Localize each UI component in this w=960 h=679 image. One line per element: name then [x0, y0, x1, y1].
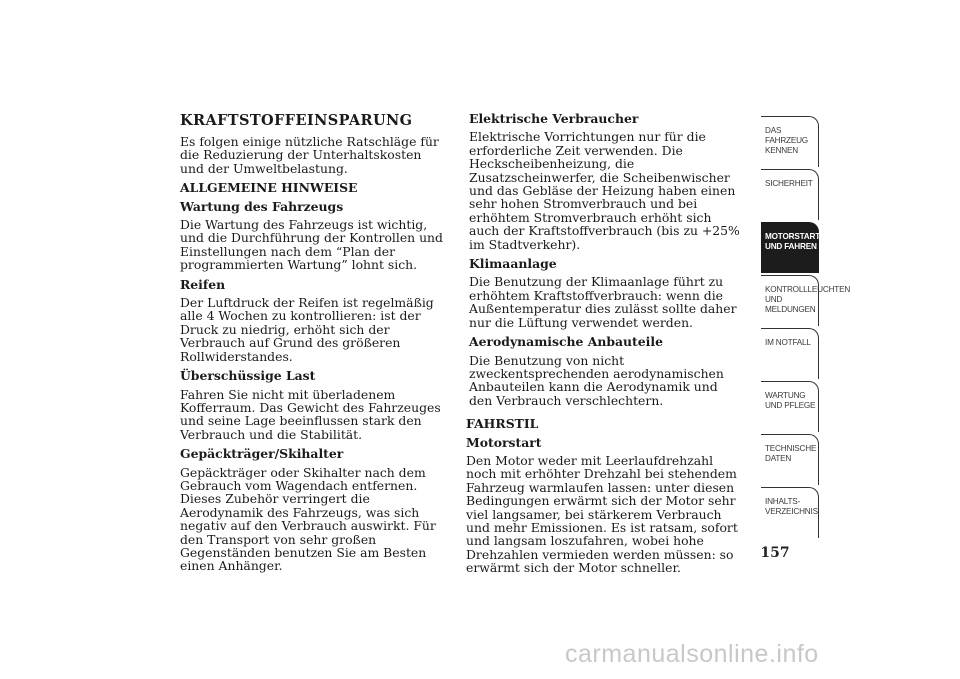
tab-im-notfall[interactable]: IM NOTFALL — [761, 328, 819, 379]
tab-wartung-und-pflege[interactable]: WARTUNG UND PFLEGE — [761, 381, 819, 432]
page-number: 157 — [760, 545, 790, 561]
right-column — [466, 112, 741, 581]
subheading-reifen: Reifen — [180, 276, 226, 292]
tab-inhaltsverzeichnis[interactable]: INHALTS-VERZEICHNIS — [761, 487, 819, 538]
tab-das-fahrzeug-kennen[interactable]: DAS FAHRZEUG KENNEN — [761, 116, 819, 167]
watermark: carmanualsonline.info — [565, 640, 819, 668]
general-heading: ALLGEMEINE HINWEISE — [180, 180, 358, 196]
tab-technische-daten[interactable]: TECHNISCHE DATEN — [761, 434, 819, 485]
subheading-elektrisch: Elektrische Verbraucher — [469, 111, 639, 126]
paragraph-reifen: Der Luftdruck der Reifen ist regelmäßig alle 4 Wochen zu kontrollieren: ist der Druck zu niedrig, erhöht sich der Verbrauch auf Grund des größeren Rollwiderstandes. — [180, 295, 434, 364]
subheading-last: Überschüssige Last — [180, 368, 316, 384]
subheading-aerodynamik: Aerodynamische Anbauteile — [469, 334, 663, 350]
paragraph-last: Fahren Sie nicht mit überladenem Kofferraum. Das Gewicht des Fahrzeuges und seine Lage beeinflussen stark den Verbrauch und die Stabilität. — [180, 386, 441, 442]
paragraph-wartung: Die Wartung des Fahrzeugs ist wichtig, und die Durchführung der Kontrollen und Einstellungen nach dem “Plan der programmierten Wartung” lohnt sich. — [180, 217, 443, 273]
subheading-klimaanlage: Klimaanlage — [469, 256, 557, 272]
section-title: KRAFTSTOFFEINSPARUNG — [180, 112, 413, 129]
left-column — [180, 112, 448, 579]
intro-text: Es folgen einige nützliche Ratschläge für die Reduzierung der Unterhaltskosten und der Umweltbelastung. — [180, 134, 439, 176]
chapter-sidebar — [761, 116, 851, 540]
tab-sicherheit[interactable]: SICHERHEIT — [761, 169, 819, 220]
paragraph-klimaanlage: Die Benutzung der Klimaanlage führt zu erhöhtem Kraftstoffverbrauch: wenn die Außentemperatur dies zulässt sollte daher nur die Lüftung verwendet werden. — [469, 274, 737, 330]
tab-kontrollleuchten[interactable]: KONTROLLLEUCHTEN UND MELDUNGEN — [761, 275, 819, 326]
subheading-wartung: Wartung des Fahrzeugs — [180, 198, 344, 214]
paragraph-gepaecktraeger: Gepäckträger oder Skihalter nach dem Gebrauch vom Wagendach entfernen. Dieses Zubehör verringert die Aerodynamik des Fahrzeugs, was sich negativ auf den Verbrauch auswirkt. Für den Transport von sehr großen Gegenständen benutzen Sie am Besten einen Anhänger. — [180, 464, 436, 574]
subheading-gepaecktraeger: Gepäckträger/Skihalter — [180, 446, 344, 462]
tab-motorstart-und-fahren[interactable]: MOTORSTART UND FAHREN — [761, 222, 819, 273]
fahrstil-heading: FAHRSTIL — [466, 416, 539, 432]
subheading-motorstart: Motorstart — [466, 434, 542, 450]
paragraph-elektrisch: Elektrische Vorrichtungen nur für die erforderliche Zeit verwenden. Die Heckscheibenheizung, die Zusatzscheinwerfer, die Scheibenwischer und das Gebläse der Heizung haben einen sehr hohen Stromverbrauch und bei erhöhtem Stromverbrauch erhöht sich auch der Kraftstoffverbrauch (bis zu +25% im Stadtverkehr). — [469, 129, 740, 252]
paragraph-aerodynamik: Die Benutzung von nicht zweckentsprechenden aerodynamischen Anbauteilen kann die Aerodynamik und den Verbrauch verschlechtern. — [469, 352, 724, 408]
paragraph-motorstart: Den Motor weder mit Leerlaufdrehzahl noch mit erhöhter Drehzahl bei stehendem Fahrzeug warmlaufen lassen: unter diesen Bedingungen erwärmt sich der Motor sehr viel langsamer, bei stärkerem Verbrauch und mehr Emissionen. Es ist ratsam, sofort und langsam loszufahren, wobei hohe Drehzahlen vermieden werden müssen: so erwärmt sich der Motor schneller. — [466, 452, 738, 576]
